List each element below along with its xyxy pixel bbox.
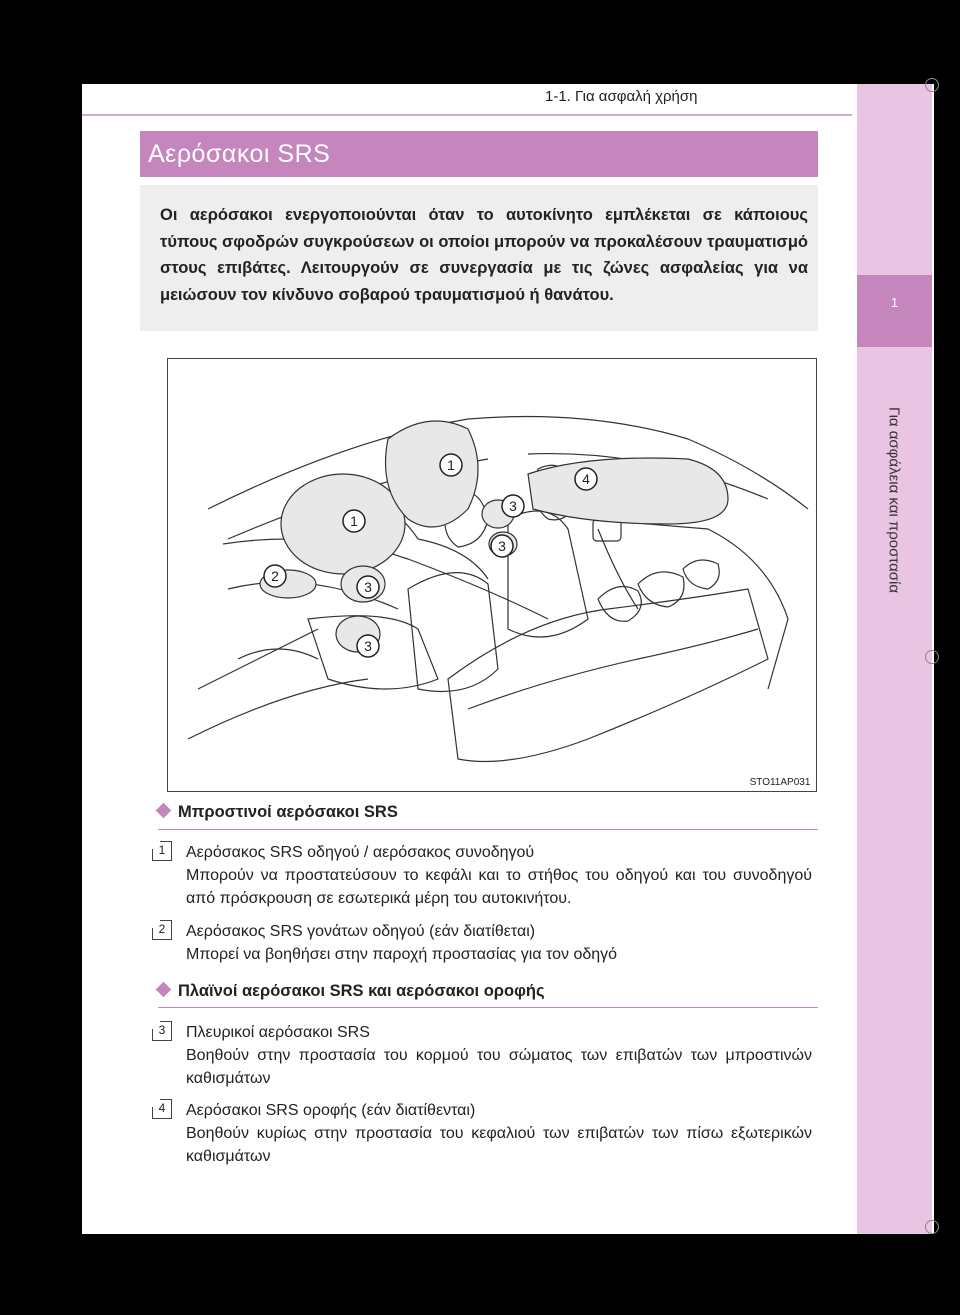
list-item	[186, 841, 812, 910]
callout-label: 3	[364, 579, 372, 595]
item-description: Βοηθούν στην προστασία του κορμού του σώματος των επιβατών των μπροστινών καθισμάτων	[186, 1047, 812, 1087]
list-item	[186, 920, 812, 966]
callout-label: 3	[498, 538, 506, 554]
side-tab-number: 1	[857, 275, 932, 347]
item-number: 2	[152, 920, 172, 940]
airbag-illustration	[167, 358, 817, 792]
figure-code: STO11AP031	[749, 777, 811, 788]
section-heading-front-airbags: Μπροστινοί αερόσακοι SRS	[158, 803, 398, 822]
side-tab-label: Για ασφάλεια και προστασία	[885, 406, 903, 594]
item-title: Αερόσακοι SRS οροφής (εάν διατίθενται)	[186, 1102, 476, 1119]
section-rule	[158, 1007, 818, 1008]
registration-mark	[925, 78, 939, 92]
section-rule	[158, 829, 818, 830]
intro-text: Οι αερόσακοι ενεργοποιούνται όταν το αυτοκίνητο εμπλέκεται σε κάποιους τύπους σφοδρών συγκρούσεων οι οποίοι μπορούν να προκαλέσουν τραυματισμό στους επιβάτες. Λειτουργούν σε συνεργασία με τις ζώνες ασφαλείας για να μειώσουν τον κίνδυνο σοβαρού τραυματισμού ή θανάτου.	[160, 206, 808, 304]
callout-label: 1	[447, 457, 455, 473]
item-number: 4	[152, 1099, 172, 1119]
callout-label: 2	[271, 568, 279, 584]
breadcrumb: 1-1. Για ασφαλή χρήση	[545, 88, 698, 105]
list-item	[186, 1099, 812, 1168]
callout-label: 4	[582, 471, 590, 487]
item-title: Αερόσακος SRS οδηγού / αερόσακος συνοδηγού	[186, 844, 535, 861]
intro-box	[140, 185, 818, 331]
callout-label: 3	[364, 638, 372, 654]
page-title: Αερόσακοι SRS	[148, 140, 331, 168]
breadcrumb-rule	[82, 114, 852, 116]
callout-label: 1	[350, 513, 358, 529]
registration-mark	[925, 1220, 939, 1234]
callout-label: 3	[509, 498, 517, 514]
item-number: 3	[152, 1021, 172, 1041]
side-tab	[857, 84, 932, 1234]
registration-mark	[925, 650, 939, 664]
item-title: Αερόσακος SRS γονάτων οδηγού (εάν διατίθεται)	[186, 923, 536, 940]
diamond-bullet-icon	[156, 982, 172, 998]
section-heading-side-curtain-airbags: Πλαϊνοί αερόσακοι SRS και αερόσακοι οροφής	[158, 982, 545, 1001]
item-description: Μπορούν να προστατεύσουν το κεφάλι και το στήθος του οδηγού και του συνοδηγού από πρόσκρουση σε εσωτερικά μέρη του αυτοκινήτου.	[186, 867, 812, 907]
item-title: Πλευρικοί αερόσακοι SRS	[186, 1024, 370, 1041]
item-description: Βοηθούν κυρίως στην προστασία του κεφαλιού των επιβατών των πίσω εξωτερικών καθισμάτων	[186, 1125, 812, 1165]
diamond-bullet-icon	[156, 803, 172, 819]
item-description: Μπορεί να βοηθήσει στην παροχή προστασίας για τον οδηγό	[186, 946, 618, 963]
car-interior-drawing	[168, 359, 817, 792]
item-number: 1	[152, 841, 172, 861]
list-item	[186, 1021, 812, 1090]
